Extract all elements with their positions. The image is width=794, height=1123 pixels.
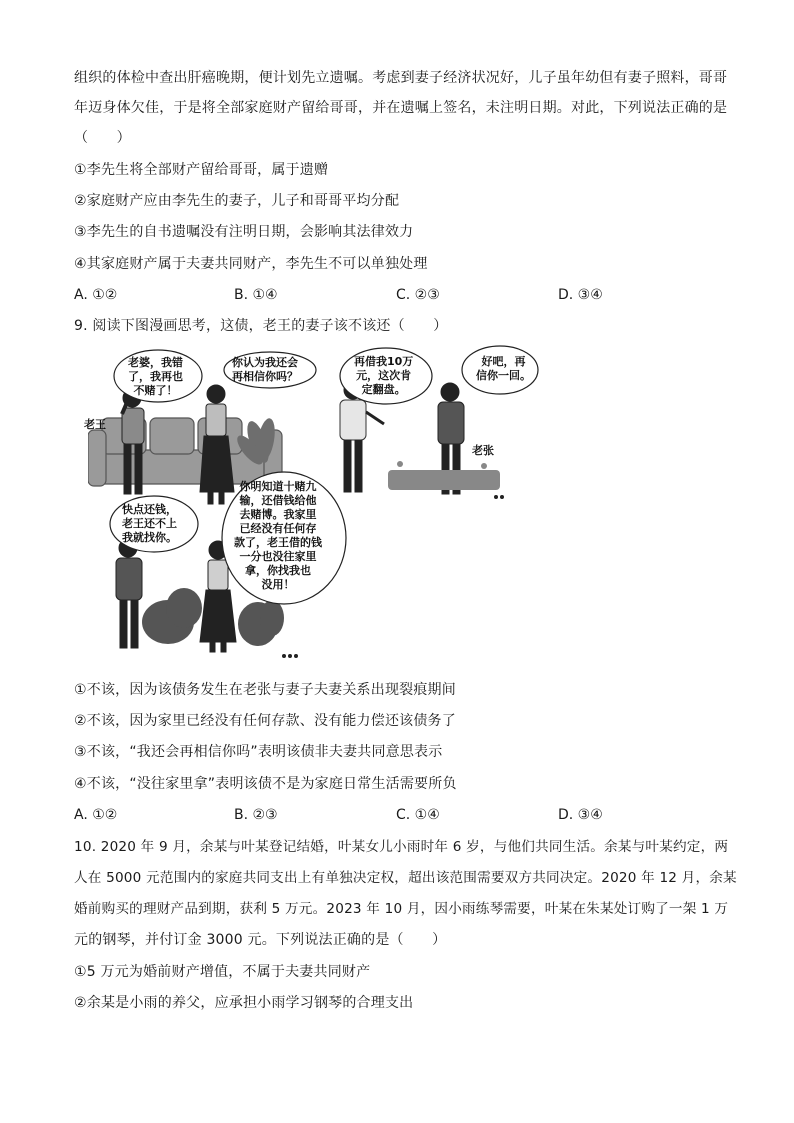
q8-statement-1: ①李先生将全部财产留给哥哥，属于遗赠 (74, 162, 329, 178)
q9-statement-2: ②不该，因为家里已经没有任何存款、没有能力偿还该债务了 (74, 713, 456, 729)
q8-stem-line-1: 组织的体检中查出肝癌晚期，便计划先立遗嘱。考虑到妻子经济状况好，儿子虽年幼但有妻子照料，哥哥 (74, 70, 728, 86)
q9-statement-1: ①不该，因为该债务发生在老张与妻子夫妻关系出现裂痕期间 (74, 682, 456, 698)
q9-statement-4: ④不该，“没往家里拿”表明该债不是为家庭日常生活需要所负 (74, 776, 457, 792)
bubble-2-text: 你认为我还会 再相信你吗？ (232, 356, 298, 383)
q9-option-d[interactable]: D. ③④ (558, 807, 603, 823)
q10-stem-line-3: 婚前购买的理财产品到期，获利 5 万元。2023 年 10 月，因小雨练琴需要，叶某在朱某处订购了一架 1 万 (74, 901, 729, 917)
q10-stem-line-4: 元的钢琴，并付订金 3000 元。下列说法正确的是（ ） (74, 932, 447, 948)
q8-option-c[interactable]: C. ②③ (396, 287, 440, 303)
q8-stem-line-3: （ ） (74, 130, 131, 146)
bubble-6-text: 你明知道十赌九 输，还借钱给他 去赌博。我家里 已经没有任何存 款了，老王借的钱 一分也没往家里 拿，你找我也 没用！ (234, 480, 322, 591)
label-lao-zhang: 老张 (472, 444, 494, 457)
q10-stem-line-1: 10. 2020 年 9 月，余某与叶某登记结婚，叶某女儿小雨时年 6 岁，与他们共同生活。余某与叶某约定，两 (74, 839, 729, 855)
q10-stem-line-2: 人在 5000 元范围内的家庭共同支出上有单独决定权，超出该范围需要双方共同决定。2020 年 12 月，余某 (74, 870, 737, 886)
q8-option-d[interactable]: D. ③④ (558, 287, 603, 303)
q8-statement-2: ②家庭财产应由李先生的妻子，儿子和哥哥平均分配 (74, 193, 400, 209)
comic-illustration (84, 342, 608, 664)
label-lao-wang: 老王 (84, 418, 106, 431)
bubble-3-text: 再借我10万 元，这次肯 定翻盘。 (354, 355, 414, 396)
q9-option-a[interactable]: A. ①② (74, 807, 118, 823)
figure-lao-zhang-3 (116, 539, 142, 648)
bubble-1-text: 老婆，我错 了，我再也 不赌了！ (128, 356, 183, 397)
q8-statement-3: ③李先生的自书遗嘱没有注明日期，会影响其法律效力 (74, 224, 414, 240)
q8-statement-4: ④其家庭财产属于夫妻共同财产，李先生不可以单独处理 (74, 256, 428, 272)
figure-wife-1 (200, 385, 234, 504)
bubble-4-text: 好吧，再 信你一回。 (476, 355, 531, 382)
q9-option-c[interactable]: C. ①④ (396, 807, 440, 823)
q9-statement-3: ③不该，“我还会再相信你吗”表明该债非夫妻共同意思表示 (74, 744, 443, 760)
bubble-5-text: 快点还钱， 老王还不上 我就找你。 (122, 503, 177, 544)
q8-stem-line-2: 年迈身体欠佳，于是将全部家庭财产留给哥哥，并在遗嘱上签名，未注明日期。对此，下列说法正确的是 (74, 100, 728, 116)
q9-stem: 9. 阅读下图漫画思考，这债，老王的妻子该不该还（ ） (74, 318, 448, 334)
q9-options (74, 805, 714, 825)
q8-option-b[interactable]: B. ①④ (234, 287, 278, 303)
q8-options (74, 285, 714, 305)
q10-statement-2: ②余某是小雨的养父，应承担小雨学习钢琴的合理支出 (74, 995, 414, 1011)
q9-option-b[interactable]: B. ②③ (234, 807, 278, 823)
q10-statement-1: ①5 万元为婚前财产增值，不属于夫妻共同财产 (74, 964, 371, 980)
q8-option-a[interactable]: A. ①② (74, 287, 118, 303)
